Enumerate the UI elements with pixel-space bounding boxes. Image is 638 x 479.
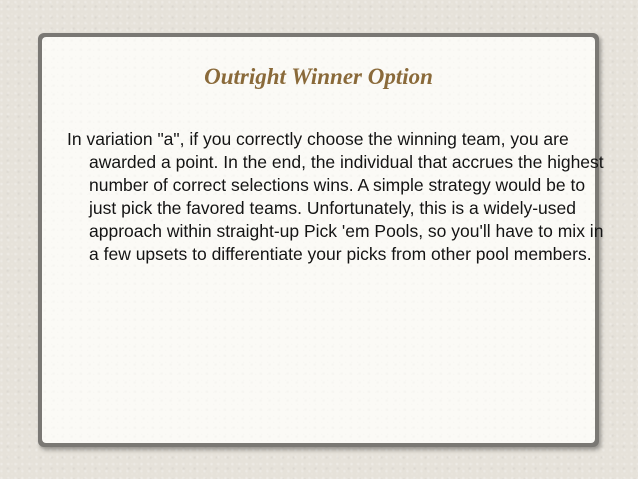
slide-body-text: In variation "a", if you correctly choose the winning team, you are awarded a point. In the end, the individual that accrues the highest number of correct selections wins. A simple strategy would be to just pick the favored teams. Unfortunately, this is a widely-used approach within straight-up Pick 'em Pools, so you'll have to mix in a few upsets to differentiate your picks from other pool members. bbox=[67, 129, 604, 264]
slide-title: Outright Winner Option bbox=[204, 64, 433, 89]
